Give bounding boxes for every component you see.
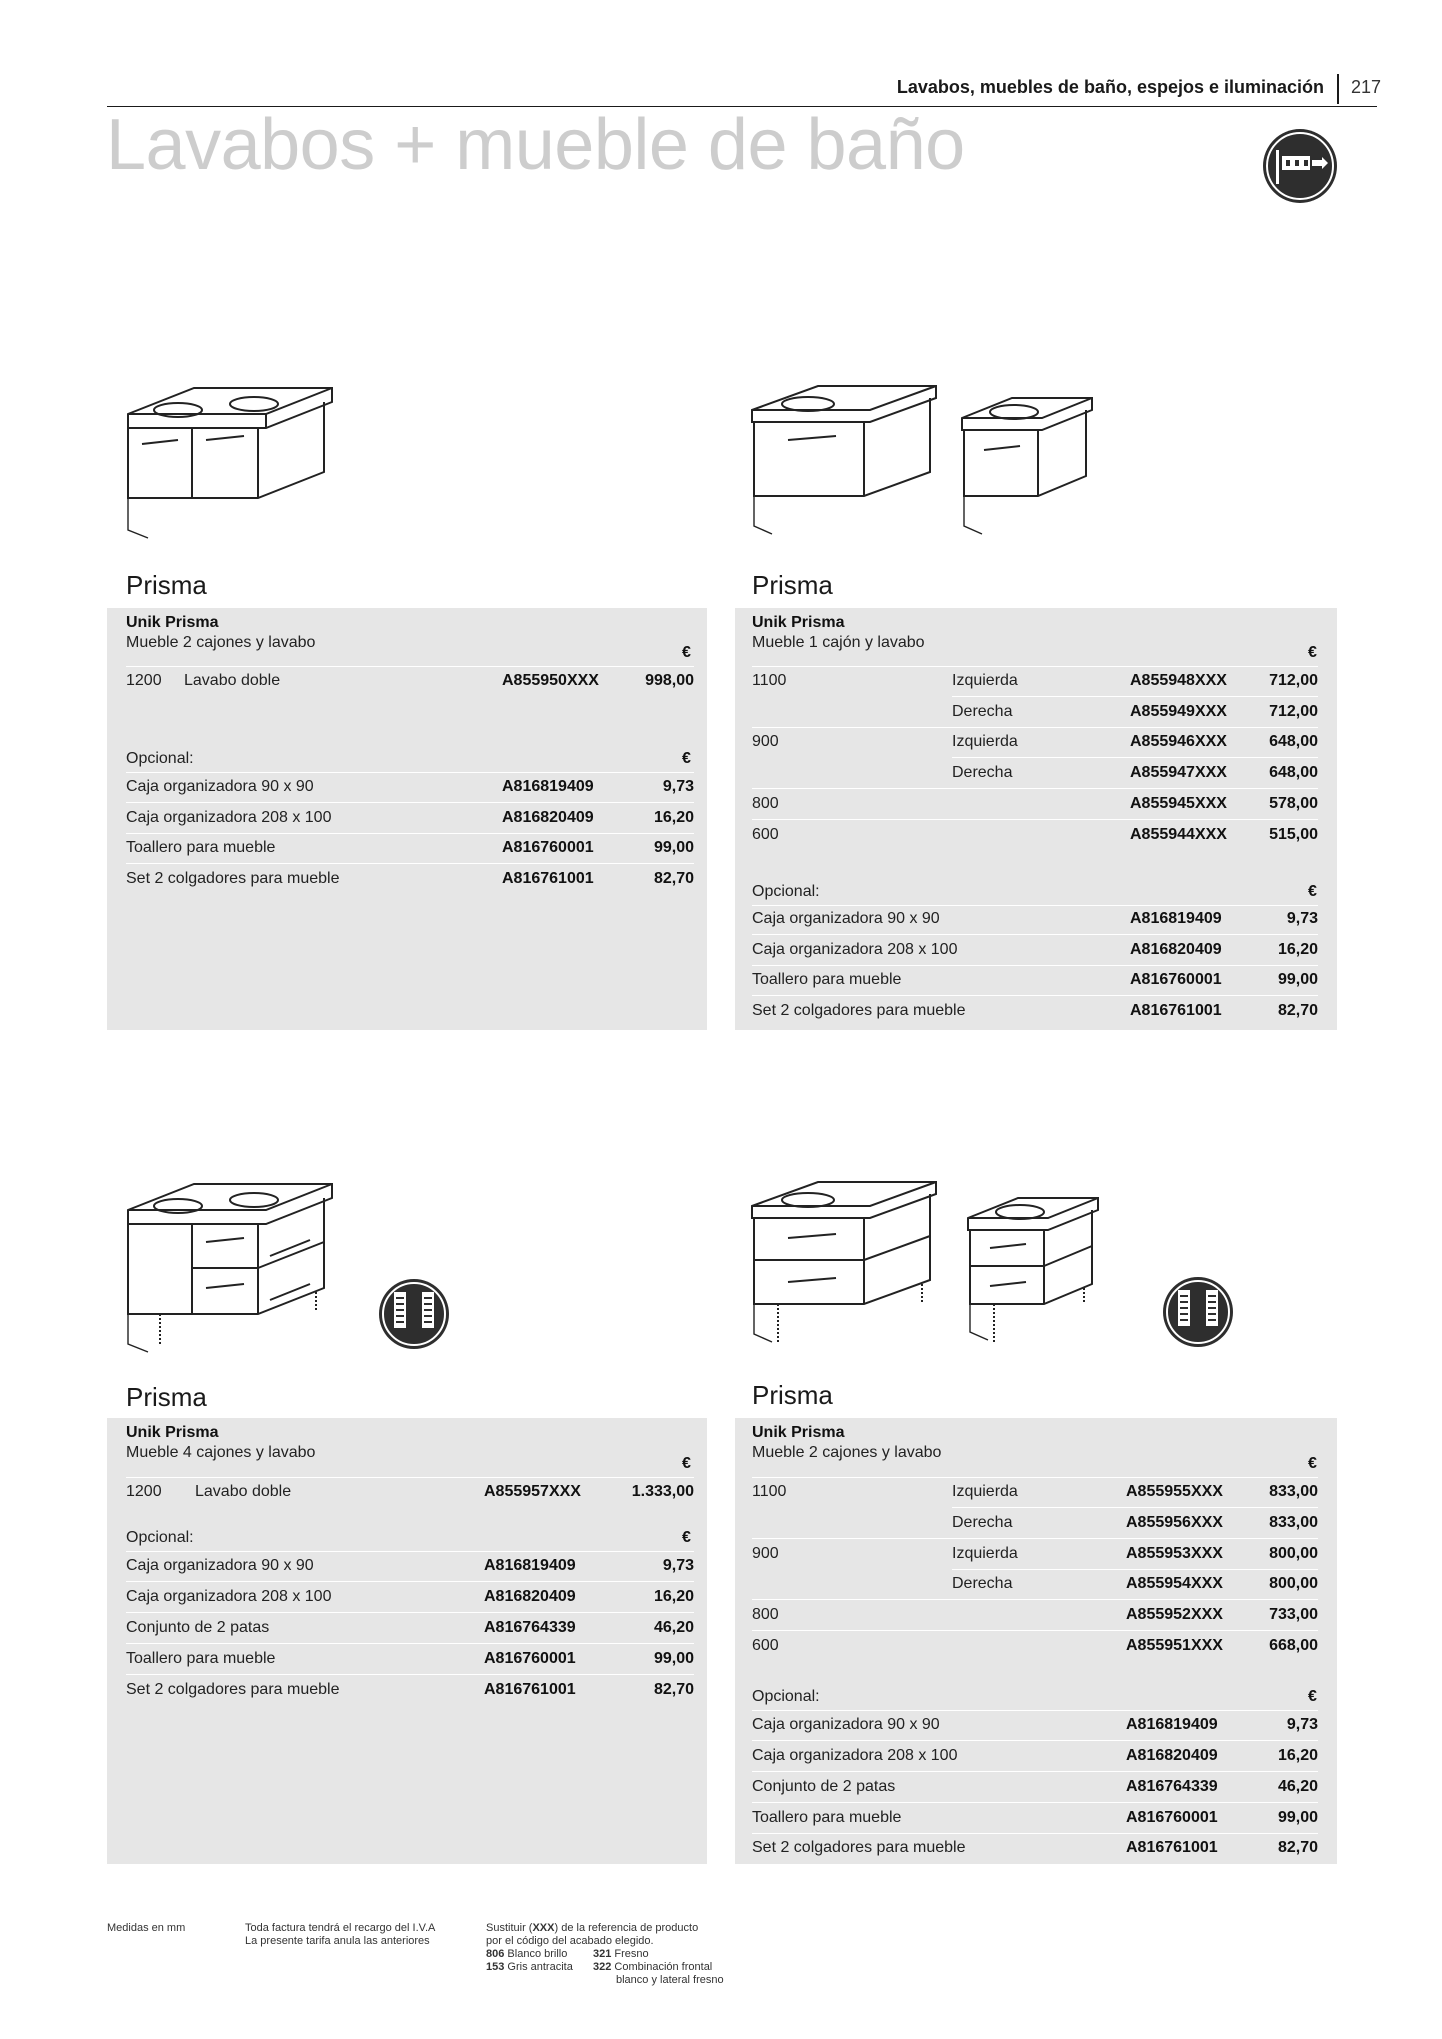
optional-item-ref: A816760001	[502, 839, 594, 856]
finish-code	[593, 1948, 649, 1961]
optional-item-label: Set 2 colgadores para mueble	[752, 1002, 966, 1019]
size-cell: 1200	[126, 1483, 162, 1500]
row-divider	[752, 1802, 1318, 1803]
row-divider	[752, 727, 1318, 728]
finish-code-name: Gris antracita	[507, 1961, 573, 1973]
optional-item-price: 99,00	[653, 1650, 694, 1667]
header-separator	[1337, 74, 1339, 104]
optional-item-price: 9,73	[1286, 1716, 1318, 1733]
legs-icon	[378, 1278, 450, 1350]
replace-note-text: Sustituir (	[486, 1922, 533, 1934]
reference-cell: A855944XXX	[1130, 826, 1227, 843]
optional-item-ref: A816819409	[502, 778, 594, 795]
optional-item-price: 9,73	[1286, 910, 1318, 927]
section-title: Lavabos, muebles de baño, espejos e iluminación	[896, 77, 1324, 97]
reference-cell: A855957XXX	[484, 1483, 581, 1500]
price-cell: 648,00	[1269, 764, 1318, 781]
optional-item-price: 82,70	[1277, 1002, 1318, 1019]
reference-cell: A855949XXX	[1130, 703, 1227, 720]
optional-item-label: Toallero para mueble	[752, 1809, 902, 1826]
optional-item-label: Caja organizadora 90 x 90	[752, 1716, 940, 1733]
replace-note-text: ) de la referencia de producto	[554, 1922, 699, 1934]
vat-note-line: La presente tarifa anula las anteriores	[245, 1935, 430, 1947]
price-cell: 800,00	[1269, 1545, 1318, 1562]
variant-cell: Derecha	[952, 703, 1013, 720]
optional-item-ref: A816761001	[484, 1681, 576, 1698]
price-cell: 515,00	[1269, 826, 1318, 843]
replace-note-line: por el código del acabado elegido.	[486, 1935, 654, 1947]
optional-item-label: Toallero para mueble	[126, 1650, 276, 1667]
euro-label: €	[682, 1455, 691, 1472]
row-divider	[126, 666, 694, 667]
optional-item-ref: A816820409	[484, 1588, 576, 1605]
euro-label: €	[1308, 1688, 1317, 1705]
optional-item-price: 16,20	[653, 1588, 694, 1605]
finish-code-name: Combinación frontal	[614, 1961, 713, 1973]
variant-cell: Lavabo doble	[195, 1483, 292, 1500]
row-divider	[126, 1674, 694, 1675]
reference-cell: A855951XXX	[1126, 1637, 1223, 1654]
optional-item-label: Conjunto de 2 patas	[126, 1619, 270, 1636]
price-cell: 578,00	[1269, 795, 1318, 812]
finish-code	[486, 1961, 573, 1974]
euro-label: €	[1308, 883, 1317, 900]
row-divider	[952, 757, 1318, 758]
finish-code-note	[486, 1922, 698, 1948]
price-cell: 998,00	[645, 672, 694, 689]
variant-cell: Derecha	[952, 1514, 1013, 1531]
optional-item-price: 9,73	[662, 778, 694, 795]
variant-cell: Izquierda	[952, 733, 1018, 750]
size-cell: 900	[752, 1545, 779, 1562]
brand-name: Unik Prisma	[752, 1424, 845, 1441]
optional-item-label: Caja organizadora 90 x 90	[126, 778, 314, 795]
reference-cell: A855954XXX	[1126, 1575, 1223, 1592]
size-cell: 1100	[752, 1483, 787, 1500]
optional-item-label: Toallero para mueble	[752, 971, 902, 988]
optional-item-price: 16,20	[1277, 941, 1318, 958]
optional-item-label: Set 2 colgadores para mueble	[126, 1681, 340, 1698]
finish-code	[486, 1948, 567, 1961]
row-divider	[126, 772, 694, 773]
row-divider	[126, 1477, 694, 1478]
row-divider	[752, 1599, 1318, 1600]
reference-cell: A855955XXX	[1126, 1483, 1223, 1500]
replace-note-line	[486, 1922, 698, 1935]
row-divider	[126, 863, 694, 864]
vanity-2-drawers-illustration	[120, 380, 340, 540]
finish-code	[593, 1961, 712, 1974]
row-divider	[952, 1507, 1318, 1508]
optional-item-price: 9,73	[662, 1557, 694, 1574]
price-cell: 833,00	[1269, 1514, 1318, 1531]
row-divider	[126, 1643, 694, 1644]
euro-label: €	[1308, 644, 1317, 661]
euro-label: €	[682, 1529, 691, 1546]
variant-cell: Derecha	[952, 1575, 1013, 1592]
row-divider	[752, 905, 1318, 906]
optional-item-label: Set 2 colgadores para mueble	[126, 870, 340, 887]
reference-cell: A855956XXX	[1126, 1514, 1223, 1531]
finish-code-number: 153	[486, 1961, 505, 1973]
price-cell: 712,00	[1269, 703, 1318, 720]
optional-item-price: 82,70	[1277, 1839, 1318, 1856]
row-divider	[752, 965, 1318, 966]
optional-item-ref: A816820409	[502, 809, 594, 826]
variant-cell: Derecha	[952, 764, 1013, 781]
vanity-1-drawer-small-illustration	[958, 392, 1098, 542]
row-divider	[752, 1477, 1318, 1478]
size-cell: 800	[752, 795, 779, 812]
vanity-2-drawers-large-illustration	[748, 1176, 948, 1356]
optional-item-ref: A816764339	[484, 1619, 576, 1636]
row-divider	[752, 819, 1318, 820]
euro-label: €	[1308, 1455, 1317, 1472]
reference-cell: A855946XXX	[1130, 733, 1227, 750]
vanity-1-drawer-large-illustration	[748, 380, 948, 540]
reference-cell: A855952XXX	[1126, 1606, 1223, 1623]
variant-cell: Izquierda	[952, 1483, 1018, 1500]
row-divider	[752, 1538, 1318, 1539]
row-divider	[126, 1551, 694, 1552]
size-cell: 600	[752, 826, 779, 843]
finish-code-name: Fresno	[614, 1948, 649, 1960]
row-divider	[752, 934, 1318, 935]
euro-label: €	[682, 750, 691, 767]
optional-item-label: Caja organizadora 90 x 90	[752, 910, 940, 927]
variant-cell: Izquierda	[952, 1545, 1018, 1562]
vanity-2-drawers-small-illustration	[964, 1192, 1104, 1352]
optional-item-ref: A816819409	[1130, 910, 1222, 927]
finish-code-number: 322	[593, 1961, 612, 1973]
product-description: Mueble 1 cajón y lavabo	[752, 634, 925, 651]
vanity-4-drawers-illustration	[120, 1176, 340, 1356]
optional-item-price: 99,00	[1277, 1809, 1318, 1826]
optional-item-label: Caja organizadora 208 x 100	[126, 1588, 332, 1605]
reference-cell: A855953XXX	[1126, 1545, 1223, 1562]
product-description: Mueble 2 cajones y lavabo	[752, 1444, 942, 1461]
brand-name: Unik Prisma	[126, 1424, 219, 1441]
size-cell: 1100	[752, 672, 787, 689]
optional-item-ref: A816761001	[1130, 1002, 1222, 1019]
row-divider	[126, 1581, 694, 1582]
price-cell: 648,00	[1269, 733, 1318, 750]
row-divider	[952, 696, 1318, 697]
optional-item-ref: A816760001	[484, 1650, 576, 1667]
optional-label: Opcional:	[752, 883, 820, 900]
optional-item-ref: A816760001	[1130, 971, 1222, 988]
size-cell: 900	[752, 733, 779, 750]
optional-item-ref: A816760001	[1126, 1809, 1218, 1826]
price-cell: 712,00	[1269, 672, 1318, 689]
optional-item-price: 46,20	[1277, 1778, 1318, 1795]
optional-item-ref: A816761001	[502, 870, 594, 887]
units-note: Medidas en mm	[107, 1922, 186, 1934]
size-cell: 1200	[126, 672, 162, 689]
finish-code-name: Blanco brillo	[507, 1948, 568, 1960]
vat-note-line: Toda factura tendrá el recargo del I.V.A	[245, 1922, 436, 1934]
optional-item-ref: A816820409	[1126, 1747, 1218, 1764]
legs-icon	[1162, 1276, 1234, 1348]
optional-item-ref: A816764339	[1126, 1778, 1218, 1795]
optional-label: Opcional:	[126, 750, 194, 767]
brand-name: Unik Prisma	[126, 614, 219, 631]
optional-item-price: 82,70	[653, 1681, 694, 1698]
row-divider	[752, 788, 1318, 789]
price-cell: 833,00	[1269, 1483, 1318, 1500]
optional-item-label: Caja organizadora 90 x 90	[126, 1557, 314, 1574]
optional-label: Opcional:	[752, 1688, 820, 1705]
optional-item-label: Set 2 colgadores para mueble	[752, 1839, 966, 1856]
product-name: Prisma	[752, 1380, 833, 1410]
row-divider	[126, 1612, 694, 1613]
size-cell: 800	[752, 1606, 779, 1623]
price-cell: 1.333,00	[631, 1483, 694, 1500]
panel-gutter	[707, 608, 735, 1030]
optional-item-price: 99,00	[1277, 971, 1318, 988]
brand-name: Unik Prisma	[752, 614, 845, 631]
row-divider	[752, 995, 1318, 996]
optional-item-label: Caja organizadora 208 x 100	[752, 1747, 958, 1764]
size-cell: 600	[752, 1637, 779, 1654]
finish-code-number: 806	[486, 1948, 505, 1960]
reference-cell: A855947XXX	[1130, 764, 1227, 781]
optional-item-label: Caja organizadora 208 x 100	[752, 941, 958, 958]
row-divider	[952, 1569, 1318, 1570]
variant-cell: Izquierda	[952, 672, 1018, 689]
vat-note	[245, 1922, 435, 1948]
optional-item-price: 16,20	[653, 809, 694, 826]
reference-cell: A855950XXX	[502, 672, 599, 689]
page-title: Lavabos + mueble de baño	[106, 105, 965, 185]
finish-code-continuation: blanco y lateral fresno	[616, 1974, 724, 1986]
row-divider	[752, 1771, 1318, 1772]
panel-gutter	[707, 1418, 735, 1864]
replace-code: XXX	[532, 1922, 555, 1934]
product-description: Mueble 4 cajones y lavabo	[126, 1444, 316, 1461]
product-name: Prisma	[752, 570, 833, 600]
row-divider	[126, 802, 694, 803]
optional-item-ref: A816819409	[484, 1557, 576, 1574]
optional-item-label: Toallero para mueble	[126, 839, 276, 856]
price-cell: 733,00	[1269, 1606, 1318, 1623]
row-divider	[752, 666, 1318, 667]
product-name: Prisma	[126, 1382, 207, 1412]
optional-item-price: 46,20	[653, 1619, 694, 1636]
row-divider	[752, 1740, 1318, 1741]
optional-item-label: Caja organizadora 208 x 100	[126, 809, 332, 826]
reference-cell: A855945XXX	[1130, 795, 1227, 812]
finish-code-number: 321	[593, 1948, 612, 1960]
euro-label: €	[682, 644, 691, 661]
wall-mounted-cabinet-icon	[1262, 128, 1338, 204]
price-cell: 668,00	[1269, 1637, 1318, 1654]
row-divider	[752, 1710, 1318, 1711]
optional-item-label: Conjunto de 2 patas	[752, 1778, 896, 1795]
optional-item-ref: A816820409	[1130, 941, 1222, 958]
optional-item-ref: A816761001	[1126, 1839, 1218, 1856]
page-number: 217	[1351, 77, 1382, 97]
price-cell: 800,00	[1269, 1575, 1318, 1592]
product-description: Mueble 2 cajones y lavabo	[126, 634, 316, 651]
optional-item-price: 16,20	[1277, 1747, 1318, 1764]
variant-cell: Lavabo doble	[184, 672, 281, 689]
optional-item-price: 82,70	[653, 870, 694, 887]
optional-item-ref: A816819409	[1126, 1716, 1218, 1733]
row-divider	[752, 1630, 1318, 1631]
optional-item-price: 99,00	[653, 839, 694, 856]
row-divider	[752, 1833, 1318, 1834]
product-name: Prisma	[126, 570, 207, 600]
optional-label: Opcional:	[126, 1529, 194, 1546]
row-divider	[126, 833, 694, 834]
reference-cell: A855948XXX	[1130, 672, 1227, 689]
